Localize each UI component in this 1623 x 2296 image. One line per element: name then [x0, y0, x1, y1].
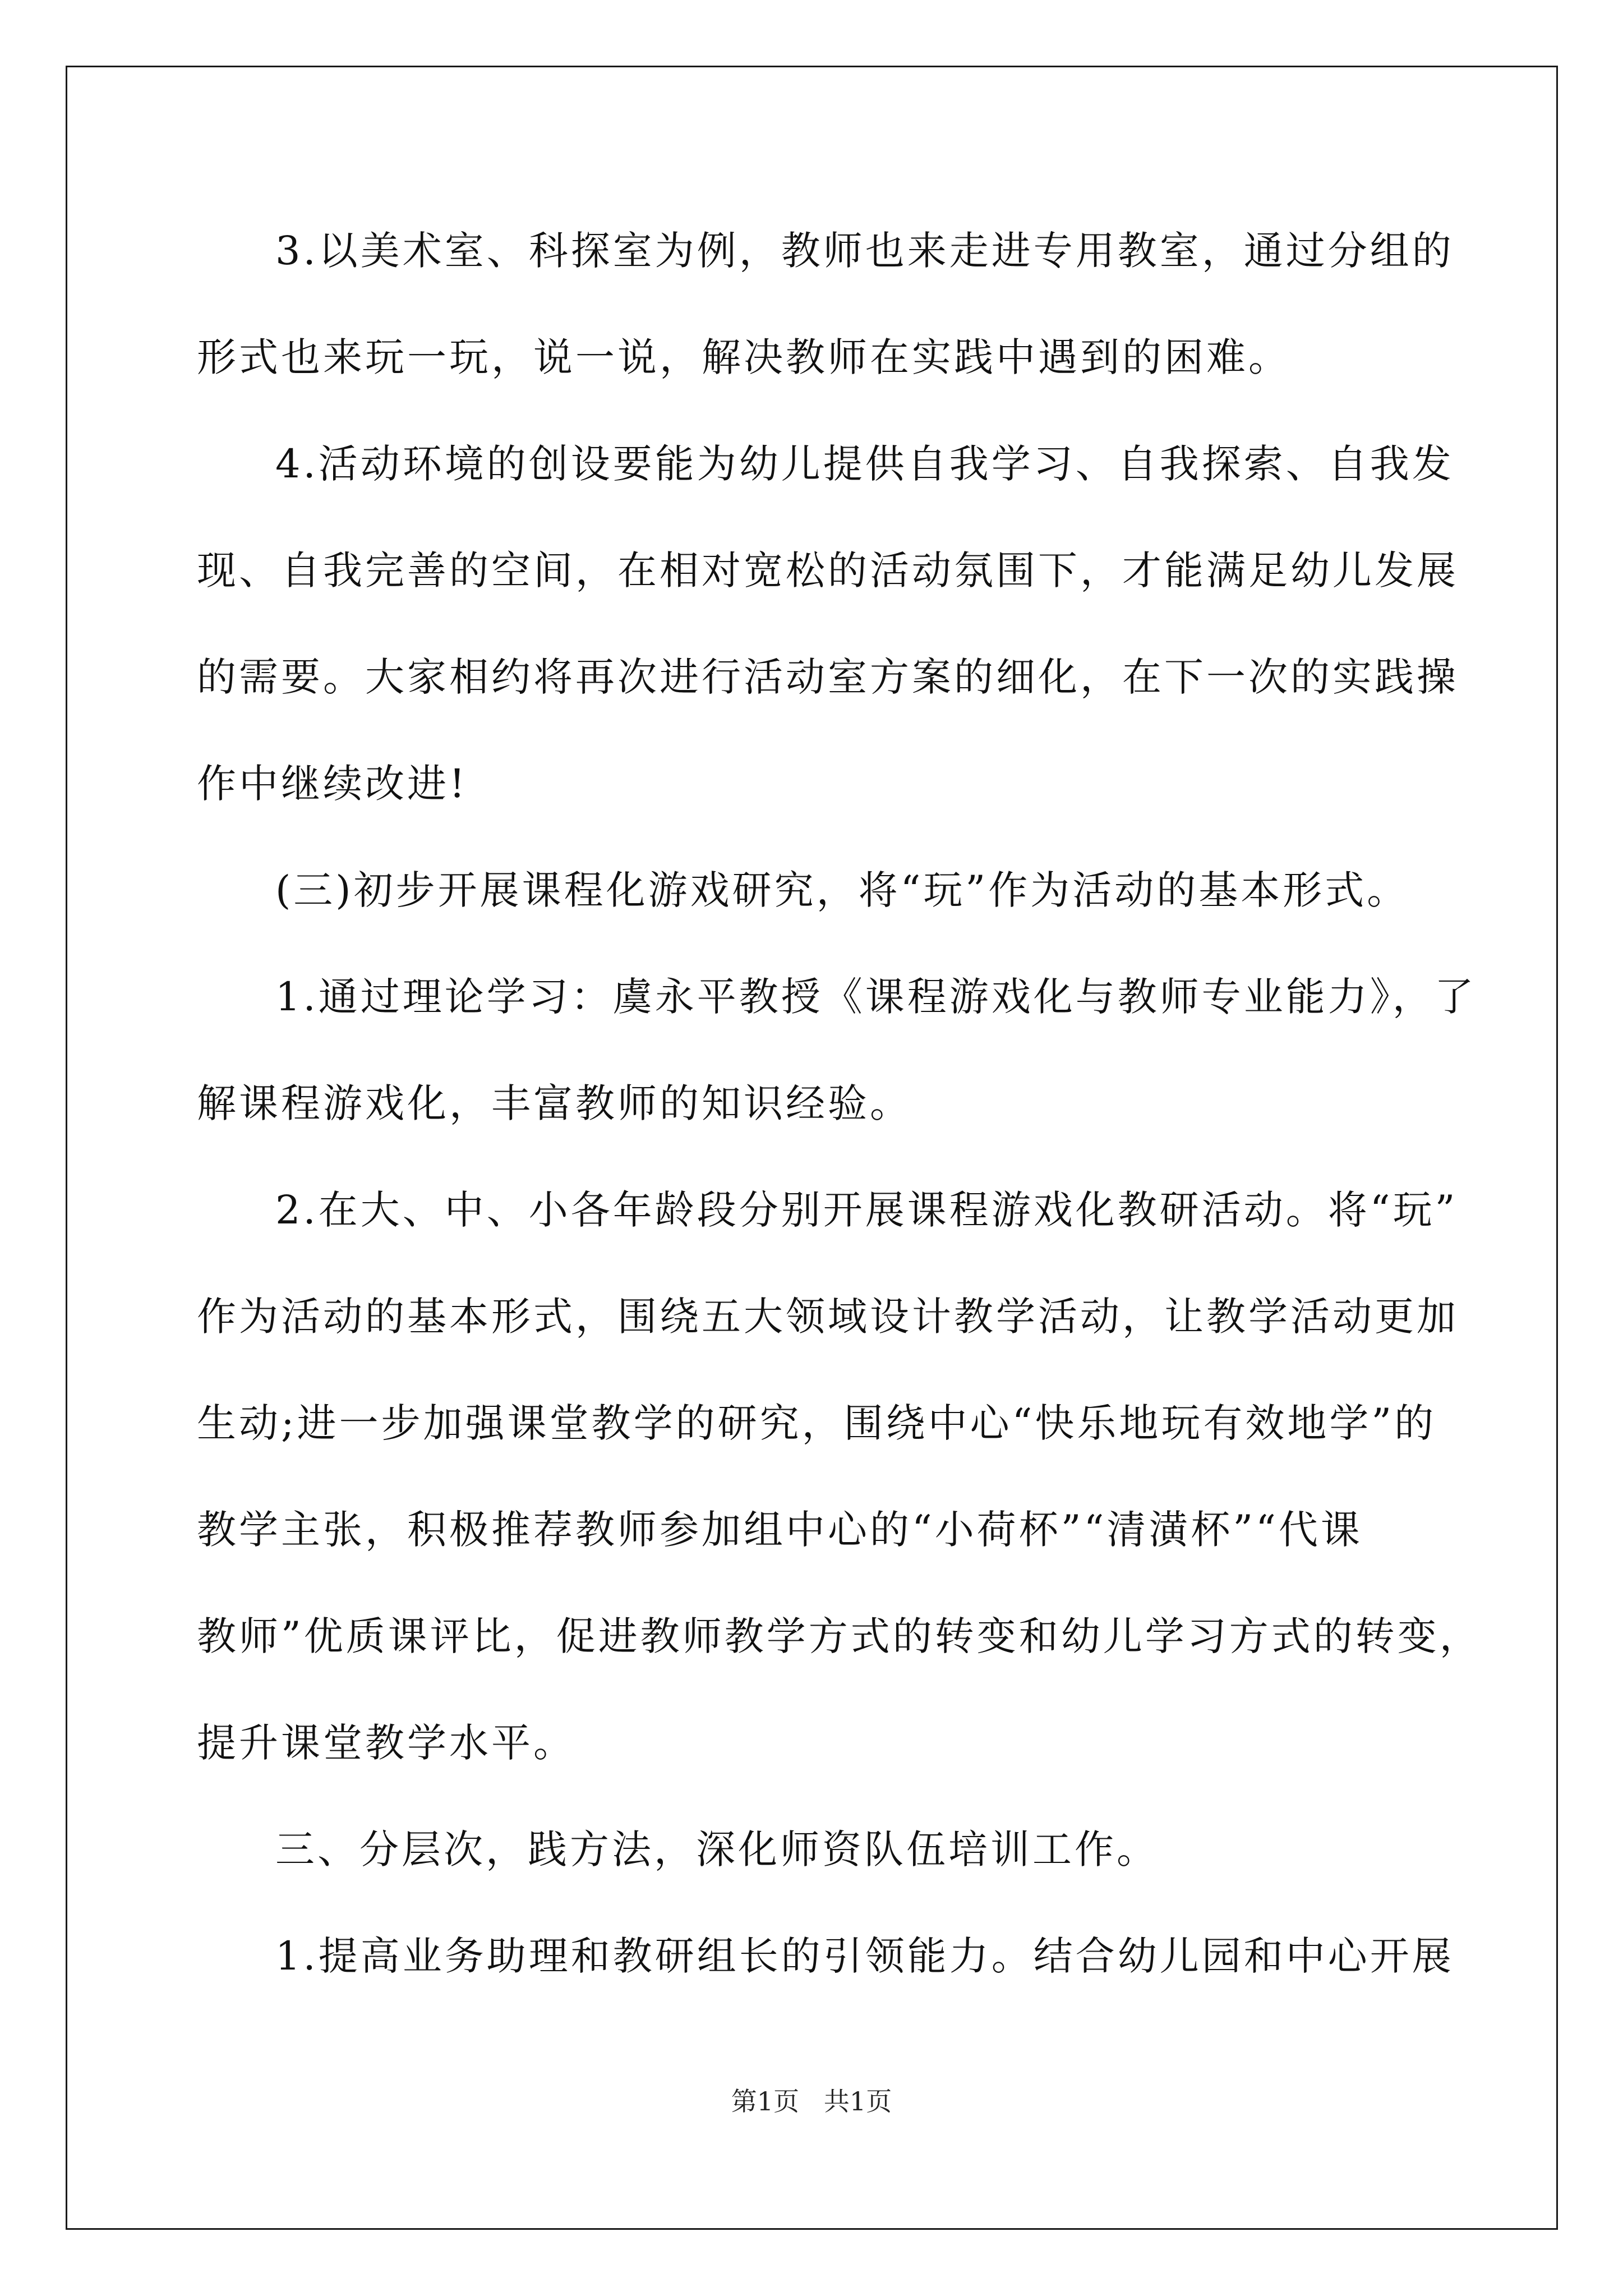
text-line: 1.提高业务助理和教研组长的引领能力。结合幼儿园和中心开展	[275, 1933, 1454, 1979]
page-number-footer: 第1页 共1页	[731, 2086, 892, 2116]
text-line: 作中继续改进!	[197, 761, 468, 807]
text-line: 2.在大、中、小各年龄段分别开展课程游戏化教研活动。将“玩”	[275, 1187, 1458, 1233]
text-line: 1.通过理论学习：虞永平教授《课程游戏化与教师专业能力》，了	[275, 974, 1477, 1020]
text-line: 提升课堂教学水平。	[197, 1720, 575, 1766]
section-heading: (三)初步开展课程化游戏研究，将“玩”作为活动的基本形式。	[275, 867, 1409, 913]
text-line: 教学主张，积极推荐教师参加组中心的“小荷杯”“清潢杯”“代课	[197, 1507, 1363, 1553]
document-body	[197, 209, 1482, 2021]
text-line: 3.以美术室、科探室为例，教师也来走进专用教室，通过分组的	[275, 228, 1454, 274]
text-line: 生动;进一步加强课堂教学的研究，围绕中心“快乐地玩有效地学”的	[197, 1400, 1437, 1446]
text-line: 现、自我完善的空间，在相对宽松的活动氛围下，才能满足幼儿发展	[197, 547, 1459, 593]
section-heading: 三、分层次，践方法，深化师资队伍培训工作。	[275, 1826, 1159, 1872]
text-line: 作为活动的基本形式，围绕五大领域设计教学活动，让教学活动更加	[197, 1294, 1459, 1340]
text-line: 形式也来玩一玩，说一说，解决教师在实践中遇到的困难。	[197, 334, 1290, 380]
text-line: 教师”优质课评比，促进教师教学方式的转变和幼儿学习方式的转变，	[197, 1613, 1482, 1659]
text-line: 解课程游戏化，丰富教师的知识经验。	[197, 1080, 912, 1126]
text-line: 4.活动环境的创设要能为幼儿提供自我学习、自我探索、自我发	[275, 441, 1454, 487]
text-line: 的需要。大家相约将再次进行活动室方案的细化，在下一次的实践操	[197, 654, 1459, 700]
